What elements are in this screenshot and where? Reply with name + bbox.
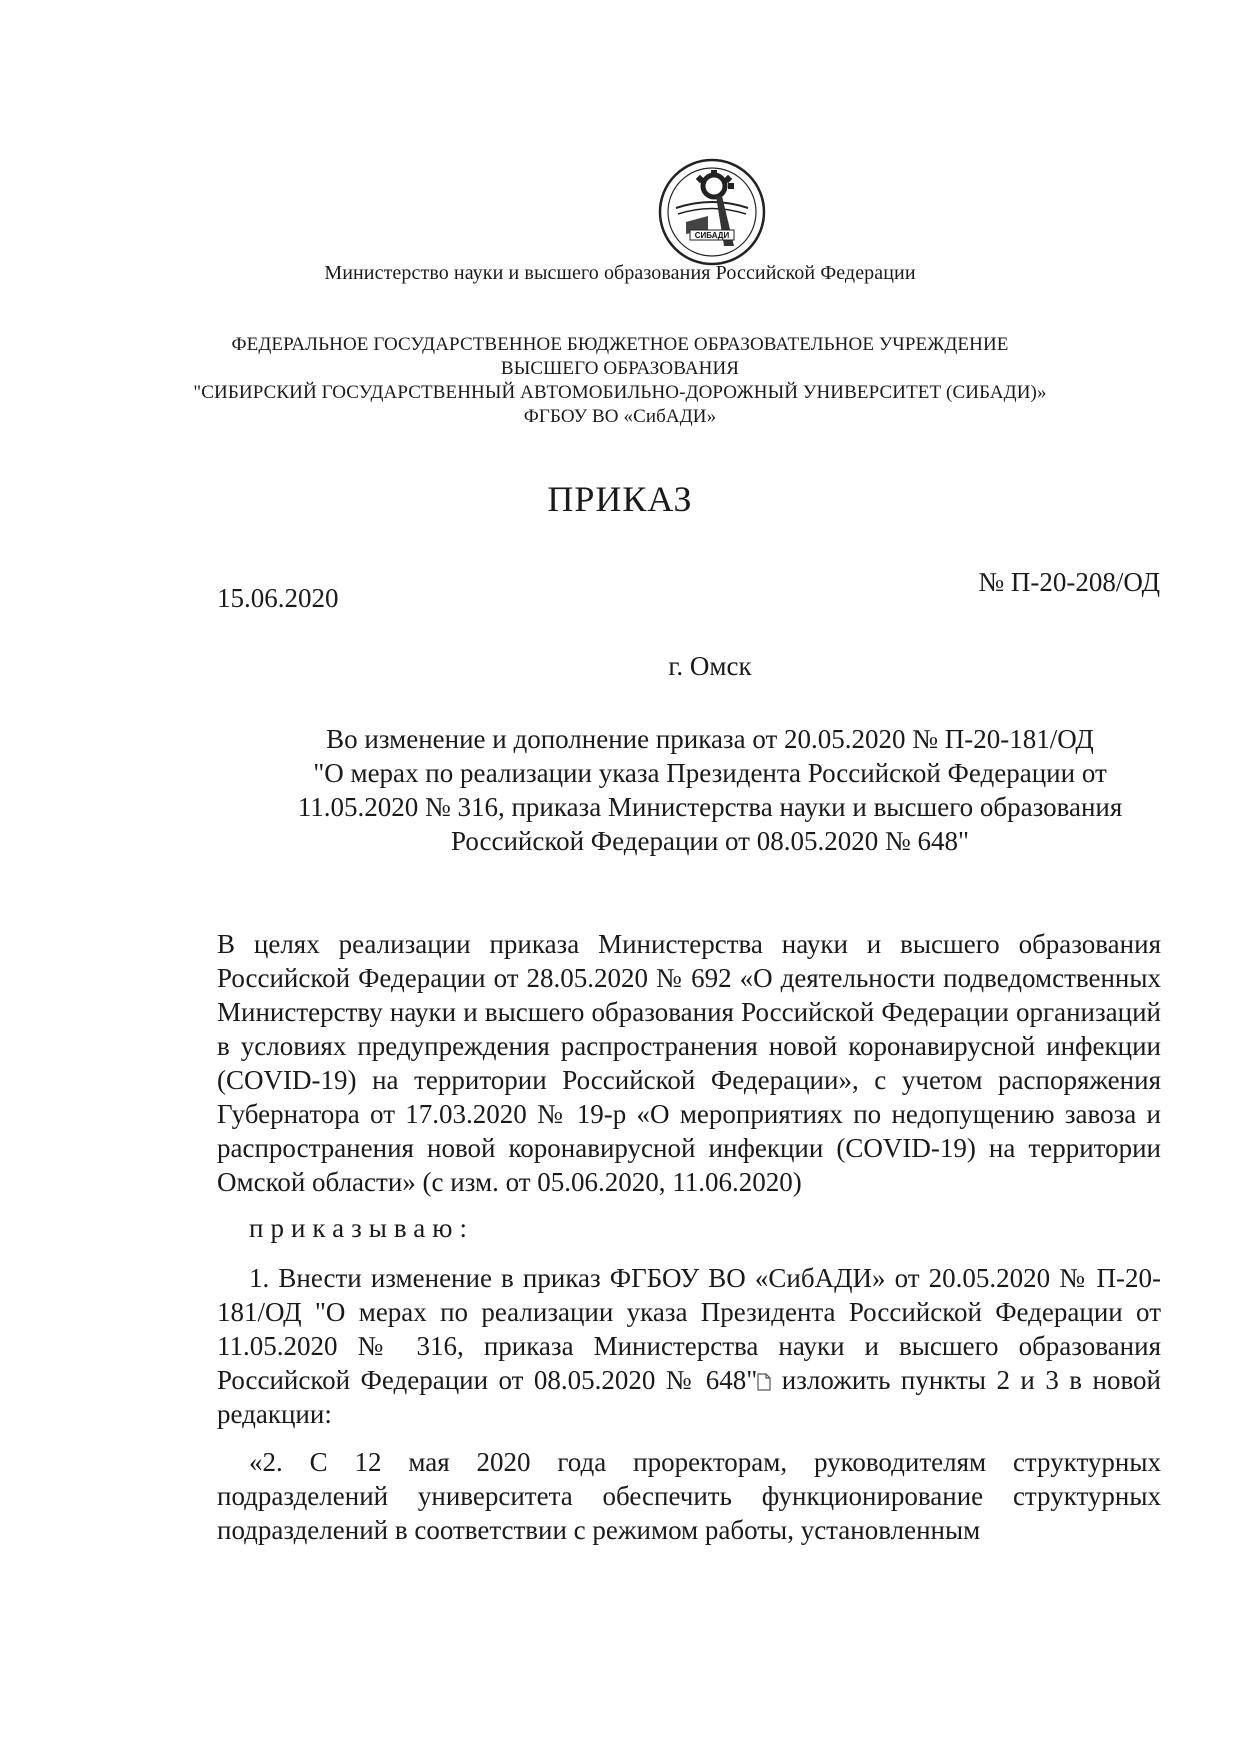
item-1-text: 1. Внести изменение в приказ ФГБОУ ВО «СибАДИ» от 20.05.2020 № П-20-181/ОД "О мерах по реализации указа Президента Российской Федерации от 11.05.2020 № 316, приказа Министерства науки и высшего образования Российской Федерации от 08.05.2020 № 648" [217, 1263, 1161, 1395]
document-icon [757, 1373, 771, 1391]
document-city [0, 651, 1240, 682]
university-logo [656, 156, 768, 268]
document-body [217, 927, 1161, 1561]
subject-line: Во изменение и дополнение приказа от 20.05.2020 № П-20-181/ОД [326, 724, 1094, 754]
svg-text:СИБАДИ: СИБАДИ [694, 231, 730, 240]
ministry-name: Министерство науки и высшего образования Российской Федерации [324, 262, 916, 284]
item-2-paragraph: «2. С 12 мая 2020 года проректорам, руководителям структурных подразделений университета обеспечить функционирование структурных подразделений в соответствии с режимом работы, установленным [217, 1447, 1161, 1545]
document-subject [200, 722, 1220, 858]
item-1-continuation: изложить пункты 2 и 3 в новой редакции: [217, 1365, 1161, 1429]
preamble-paragraph: В целях реализации приказа Министерства науки и высшего образования Российской Федерации от 28.05.2020 № 692 «О деятельности подведомственных Министерству науки и высшего образования Российской Федерации организаций в условиях предупреждения распространения новой коронавирусной инфекции (COVID-19) на территории Российской Федерации», с учетом распоряжения Губернатора от 17.03.2020 № 19-р «О мероприятиях по недопущению завоза и распространения новой коронавирусной инфекции (COVID-19) на территории Омской области» (с изм. от 05.06.2020, 11.06.2020) [217, 929, 1161, 1197]
institution-line: "СИБИРСКИЙ ГОСУДАРСТВЕННЫЙ АВТОМОБИЛЬНО-ДОРОЖНЫЙ УНИВЕРСИТЕТ (СИБАДИ)» [193, 382, 1047, 403]
order-word: приказываю: [249, 1213, 474, 1243]
item-1-paragraph [217, 1261, 1161, 1431]
subject-line: Российской Федерации от 08.05.2020 № 648" [450, 826, 970, 856]
document-title: ПРИКАЗ [547, 479, 693, 519]
subject-line: "О мерах по реализации указа Президента Российской Федерации от [313, 758, 1107, 788]
document-number: № П-20-208/ОД [978, 567, 1160, 597]
institution-line: ФГБОУ ВО «СибАДИ» [523, 406, 717, 427]
institution-line: ФЕДЕРАЛЬНОЕ ГОСУДАРСТВЕННОЕ БЮДЖЕТНОЕ ОБРАЗОВАТЕЛЬНОЕ УЧРЕЖДЕНИЕ [231, 334, 1009, 355]
document-date: 15.06.2020 [217, 583, 339, 613]
subject-line: 11.05.2020 № 316, приказа Министерства науки и высшего образования [297, 792, 1123, 822]
city-text: г. Омск [668, 651, 752, 681]
institution-line: ВЫСШЕГО ОБРАЗОВАНИЯ [500, 358, 740, 379]
institution-name [0, 333, 1240, 429]
